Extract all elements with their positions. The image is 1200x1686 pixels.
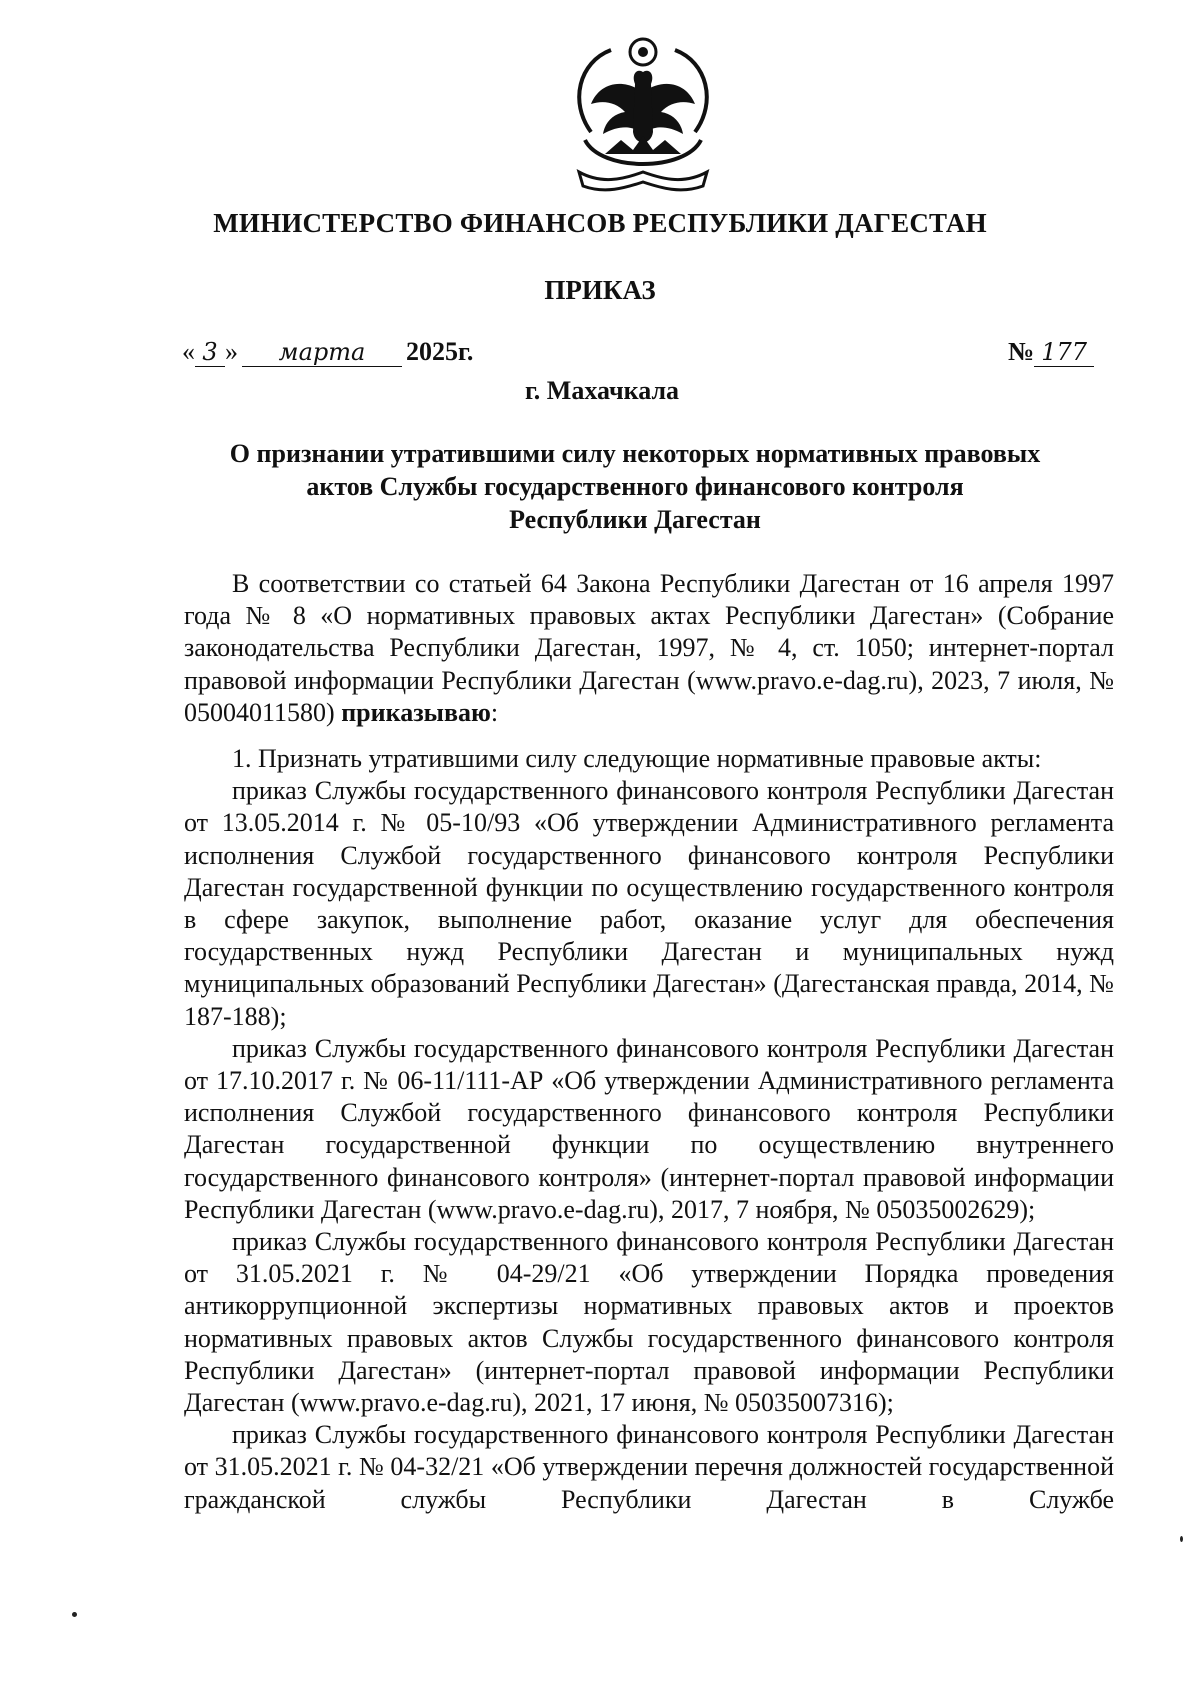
subject-line-2: актов Службы государственного финансового контроля — [306, 472, 964, 501]
date-month: марта — [242, 338, 402, 367]
number-value: 177 — [1034, 338, 1094, 367]
order-subject — [190, 437, 1080, 536]
number-prefix: № — [1008, 337, 1035, 366]
repealed-order-d: приказ Службы государственного финансового контроля Республики Дагестан от 31.05.2021 г. № 04-32/21 «Об утверждении перечня должностей государственной гражданской службы Республики Дагестан в Службе — [184, 1420, 1114, 1514]
preamble-tail: : — [490, 697, 499, 727]
repealed-order-b: приказ Службы государственного финансового контроля Республики Дагестан от 17.10.2017 г. № 06-11/111-АР «Об утверждении Административного регламента исполнения Службой государственного финансового контроля Республики Дагестан государственной функции по осуществлению внутреннего государственного финансового контроля» (интернет-портал правовой информации Республики Дагестан (www.pravo.e-dag.ru), 2017, 7 ноября, № 05035002629); — [184, 1033, 1114, 1224]
date-open-quote: « — [182, 337, 195, 366]
repealed-order-a: приказ Службы государственного финансового контроля Республики Дагестан от 13.05.2014 г. № 05-10/93 «Об утверждении Административного регламента исполнения Службой государственного финансового контроля Республики Дагестан государственной функции по осуществлению государственного контроля в сфере закупок, выполнение работ, оказание услуг для обеспечения государственных нужд Республики Дагестан и муниципальных нужд муниципальных образований Республики Дагестан» (Дагестанская правда, 2014, № 187-188); — [184, 776, 1114, 1031]
date-close-quote: » — [225, 337, 238, 366]
item-1: 1. Признать утратившими силу следующие нормативные правовые акты: — [232, 744, 1042, 774]
order-date — [182, 337, 473, 367]
preamble-text: В соответствии со статьей 64 Закона Республики Дагестан от 16 апреля 1997 года № 8 «О нормативных правовых актах Республики Дагестан» (Собрание законодательства Республики Дагестан, 1997, № 4, ст. 1050; интернет-портал правовой информации Республики Дагестан (www.pravo.e-dag.ru), 2023, 7 июля, № 05004011580) — [184, 569, 1114, 727]
order-body — [184, 568, 1114, 1516]
city: г. Махачкала — [524, 376, 680, 405]
document-type: ПРИКАЗ — [544, 275, 656, 305]
dagestan-coat-of-arms-icon — [561, 22, 725, 197]
scan-speck — [1180, 1536, 1183, 1542]
order-number — [1008, 337, 1094, 367]
scan-speck — [72, 1612, 77, 1617]
ministry-name: МИНИСТЕРСТВО ФИНАНСОВ РЕСПУБЛИКИ ДАГЕСТАН — [213, 208, 987, 238]
repealed-order-c: приказ Службы государственного финансового контроля Республики Дагестан от 31.05.2021 г. № 04-29/21 «Об утверждении Порядка проведения антикоррупционной экспертизы нормативных правовых актов и проектов нормативных правовых актов Службы государственного финансового контроля Республики Дагестан» (интернет-портал правовой информации Республики Дагестан (www.pravo.e-dag.ru), 2021, 17 июня, № 05035007316); — [184, 1227, 1114, 1418]
preamble-paragraph — [184, 568, 1114, 729]
subject-line-1: О признании утратившими силу некоторых нормативных правовых — [229, 439, 1041, 468]
date-day: 3 — [195, 338, 225, 367]
date-year: 2025г. — [406, 337, 474, 366]
subject-line-3: Республики Дагестан — [509, 505, 761, 534]
preamble-emphasis: приказываю — [341, 697, 491, 727]
